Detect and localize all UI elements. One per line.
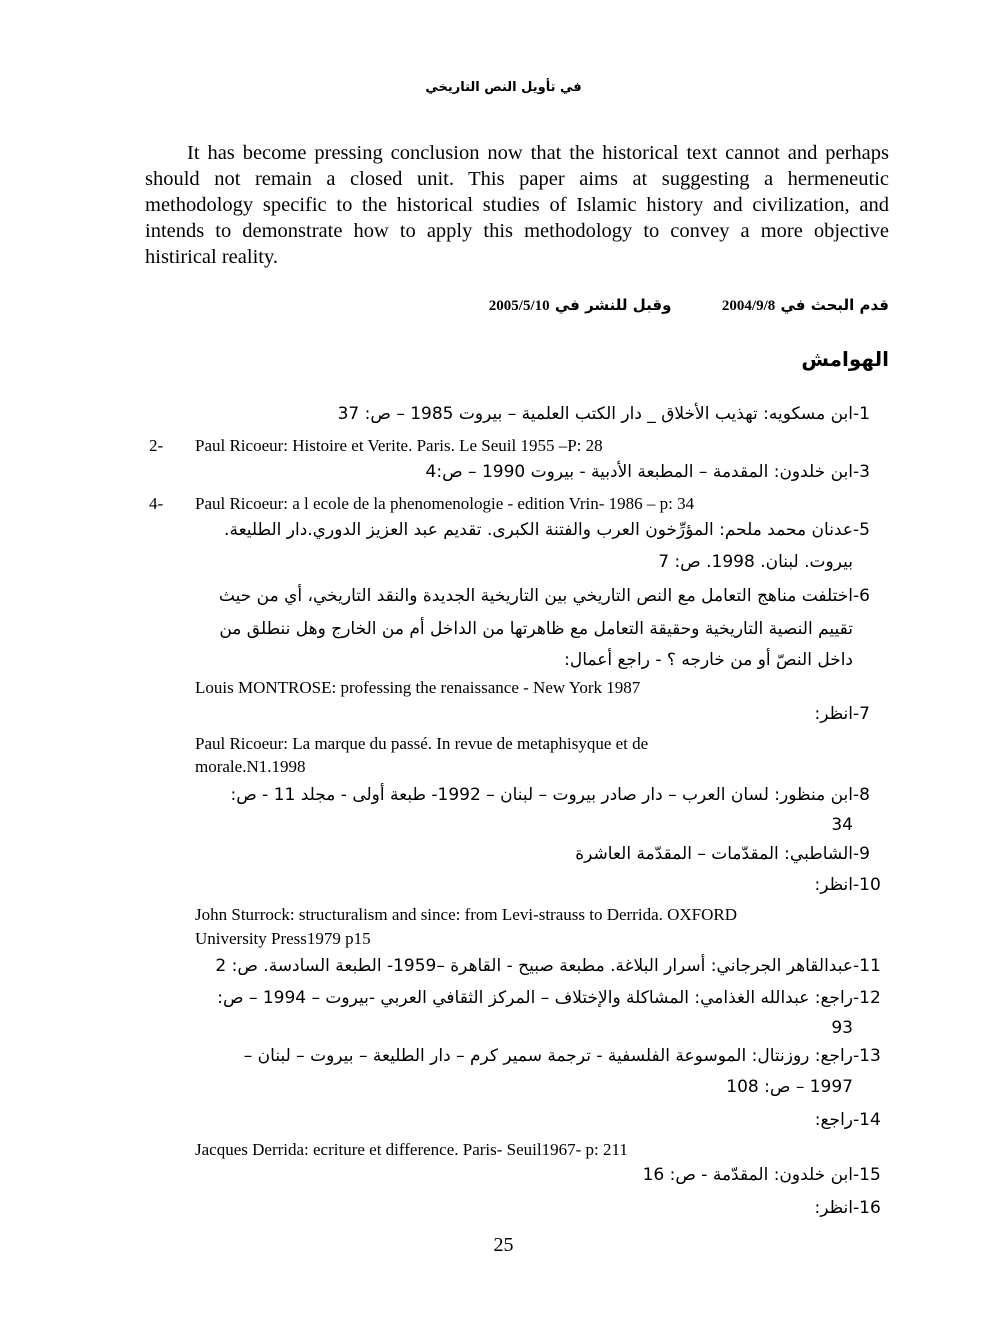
note-text: انظر: [814,875,853,895]
note-number: -12 [853,988,881,1008]
accepted-date: 2005/5/10 [488,298,550,314]
note-10-reference-1: John Sturrock: structuralism and since: from Levi-strauss to Derrida. OXFORD [195,905,738,924]
submitted-date: 2004/9/8 [721,298,776,314]
note-10-reference-2: University Press1979 p15 [195,929,371,948]
note-2-text: Paul Ricoeur: Histoire et Verite. Paris. Le Seuil 1955 –P: 28 [195,436,603,455]
note-6-continuation-2: داخل النصّ أو من خارجه ؟ - راجع أعمال: [564,650,853,670]
note-text: راجع: [814,1110,853,1130]
note-8-continuation: 34 [831,815,853,835]
note-7-reference-1: Paul Ricoeur: La marque du passé. In revue de metaphisyque et de [195,734,649,753]
note-number: -5 [853,520,870,540]
note-3 [426,462,889,482]
note-15 [643,1165,889,1185]
note-16 [814,1198,889,1218]
running-header: في تأويل النص التاريخي [425,80,582,95]
note-2-number: 2- [149,436,164,455]
note-text: ابن مسكويه: تهذيب الأخلاق _ دار الكتب العلمية – بيروت 1985 – ص: 37 [337,404,853,424]
note-4-number: 4- [149,494,164,513]
note-text: انظر: [814,704,853,724]
note-number: -3 [853,462,870,482]
note-14-reference: Jacques Derrida: ecriture et difference. Paris- Seuil1967- p: 211 [195,1140,628,1159]
note-text: راجع: روزنتال: الموسوعة الفلسفية - ترجمة سمير كرم – دار الطليعة – بيروت – لبنان – [243,1046,853,1066]
note-13 [244,1046,889,1066]
note-7 [814,704,889,724]
note-number: -13 [853,1046,881,1066]
note-text: اختلفت مناهج التعامل مع النص التاريخي بين التاريخية الجديدة والنقد التاريخي، أي من حيث [218,586,853,606]
english-abstract: It has become pressing conclusion now that the historical text cannot and perhaps should not remain a closed unit. This paper aims at suggesting a hermeneutic methodology specific to the historical studies of Islamic history and civilization, and intends to demonstrate how to apply this methodology to convey a more objective histirical reality. [145,142,889,268]
note-number: -9 [853,844,870,864]
note-number: -11 [853,956,881,976]
note-text: ابن منظور: لسان العرب – دار صادر بيروت – لبنان – 1992- طبعة أولى - مجلد 11 - ص: [230,785,853,805]
note-4-text: Paul Ricoeur: a l ecole de la phenomenologie - edition Vrin- 1986 – p: 34 [195,494,695,513]
note-5 [224,520,889,540]
note-text: عدنان محمد ملحم: المؤرِّخون العرب والفتنة الكبرى. تقديم عبد العزيز الدوري.دار الطليعة. [224,520,853,540]
note-6-reference: Louis MONTROSE: professing the renaissance - New York 1987 [195,678,641,697]
note-number: -16 [853,1198,881,1218]
note-number: -10 [853,875,881,895]
note-6 [219,586,889,606]
note-8 [230,785,889,805]
note-14 [815,1110,889,1130]
note-12-continuation: 93 [831,1018,853,1038]
note-number: -15 [853,1165,881,1185]
submission-dates [489,296,889,315]
note-6-continuation-1: تقييم النصية التاريخية وحقيقة التعامل مع ظاهرتها من الداخل أم من الخارج وهل ننطلق من [219,619,853,639]
note-1 [338,404,889,424]
note-9 [575,844,889,864]
note-5-continuation: بيروت. لبنان. 1998. ص: 7 [658,552,853,572]
note-text: ابن خلدون: المقدّمة - ص: 16 [642,1165,853,1185]
note-7-reference-2: morale.N1.1998 [195,757,306,776]
note-text: الشاطبي: المقدّمات – المقدّمة العاشرة [575,844,853,864]
note-text: راجع: عبدالله الغذامي: المشاكلة والإختلاف – المركز الثقافي العربي -بيروت – 1994 – ص: [217,988,853,1008]
note-12 [217,988,889,1008]
page-number: 25 [493,1234,514,1256]
submitted-label: قدم البحث في [780,296,889,314]
note-text: انظر: [814,1198,853,1218]
note-number: -14 [853,1110,881,1130]
note-text: عبدالقاهر الجرجاني: أسرار البلاغة. مطبعة صبيح - القاهرة –1959- الطبعة السادسة. ص: 2 [215,956,853,976]
accepted-label: وقبل للنشر في [554,296,672,314]
note-text: ابن خلدون: المقدمة – المطبعة الأدبية - بيروت 1990 – ص:4 [425,462,853,482]
note-11 [215,956,889,976]
note-13-continuation: 1997 – ص: 108 [726,1077,853,1097]
note-number: -1 [853,404,870,424]
note-number: -7 [853,704,870,724]
notes-title: الهوامش [801,347,889,371]
note-10 [814,875,889,895]
note-number: -6 [853,586,870,606]
note-number: -8 [853,785,870,805]
